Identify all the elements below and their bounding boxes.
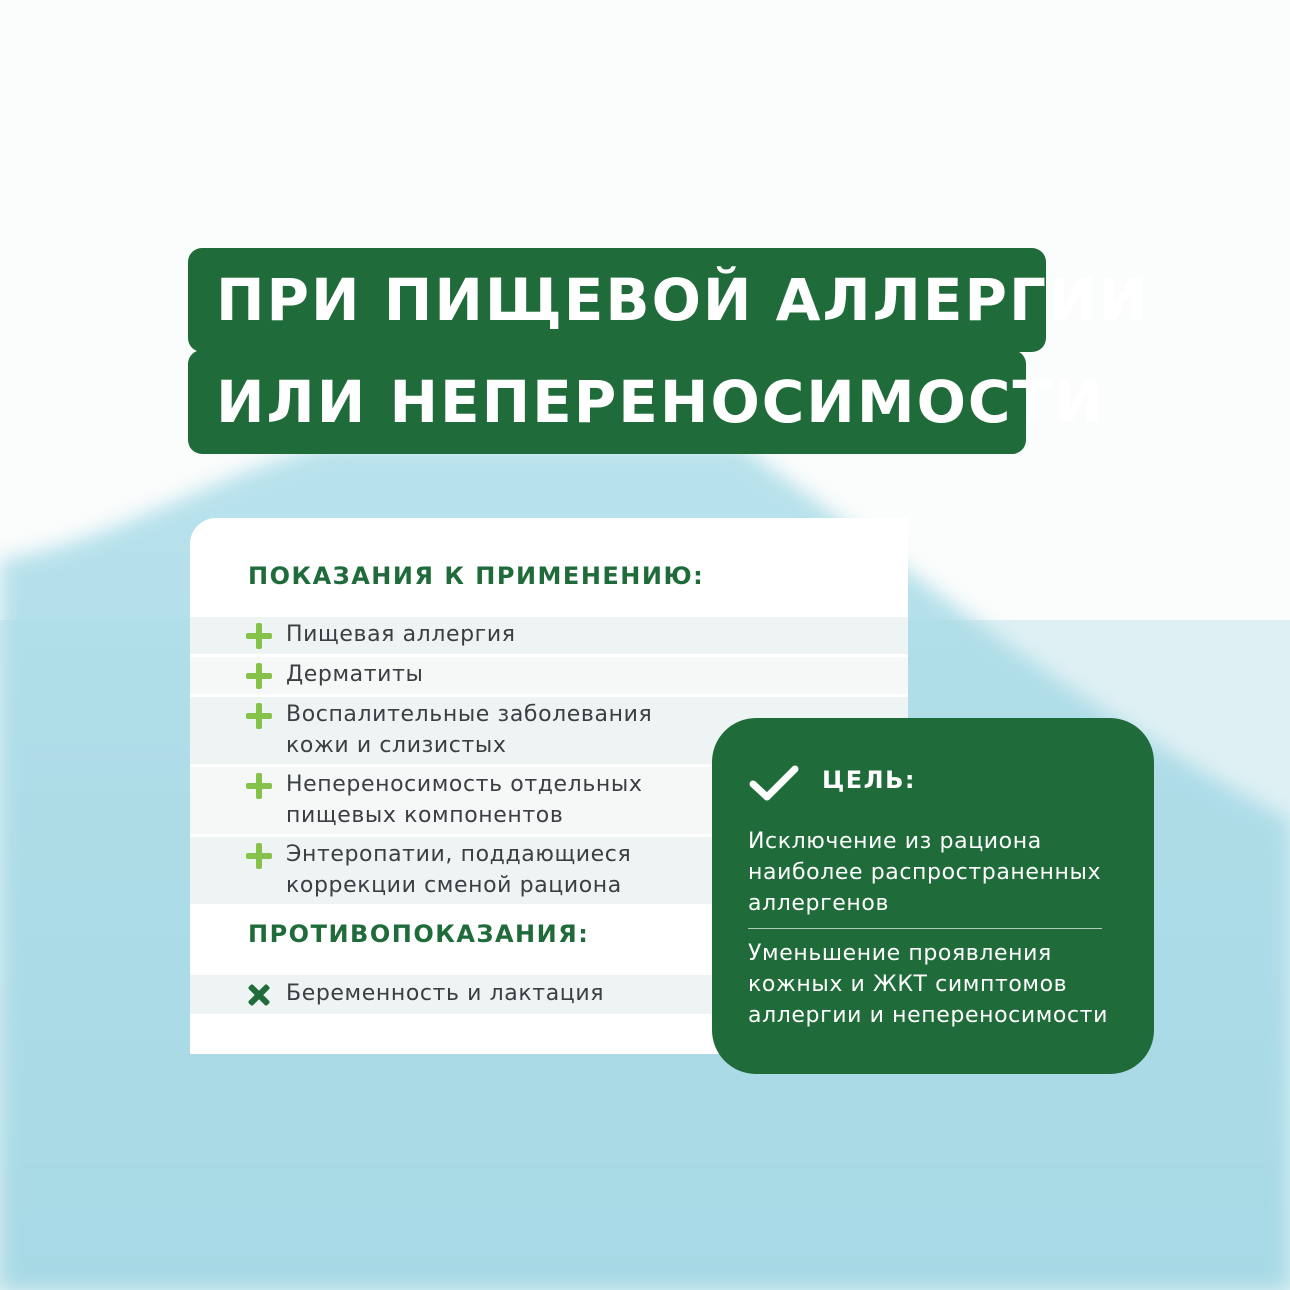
headline-text-2: ИЛИ НЕПЕРЕНОСИМОСТИ [216, 368, 1105, 436]
plus-icon [246, 703, 272, 729]
goal-text-line: Уменьшение проявления [748, 941, 1052, 966]
list-item [190, 656, 908, 694]
goal-text-line: наиболее распространенных [748, 860, 1102, 885]
goal-item [748, 826, 1101, 919]
goal-title: ЦЕЛЬ: [822, 766, 916, 794]
goal-text-line: аллергии и непереносимости [748, 1003, 1108, 1028]
indication-text: Непереносимость отдельных [286, 772, 643, 797]
headline-line-1 [188, 248, 1150, 352]
indication-text: пищевых компонентов [286, 803, 564, 828]
contraindications-title: ПРОТИВОПОКАЗАНИЯ: [248, 920, 590, 948]
contraindication-text: Беременность и лактация [286, 981, 605, 1006]
list-item [190, 616, 908, 654]
indication-text: Дерматиты [286, 662, 424, 687]
indication-text: коррекции сменой рациона [286, 873, 622, 898]
goal-item [748, 938, 1108, 1031]
goal-text-line: кожных и ЖКТ симптомов [748, 972, 1068, 997]
close-icon [248, 984, 270, 1006]
indication-text: Пищевая аллергия [286, 622, 516, 647]
plus-icon [246, 843, 272, 869]
indication-text: кожи и слизистых [286, 733, 507, 758]
goal-text-line: Исключение из рациона [748, 829, 1042, 854]
plus-icon [246, 663, 272, 689]
checkmark-icon [748, 764, 800, 804]
headline-text-1: ПРИ ПИЩЕВОЙ АЛЛЕРГИИ [216, 266, 1150, 334]
headline-line-2 [188, 350, 1105, 454]
goal-card [712, 718, 1154, 1074]
indications-title: ПОКАЗАНИЯ К ПРИМЕНЕНИЮ: [248, 562, 705, 590]
indication-text: Энтеропатии, поддающиеся [286, 842, 632, 867]
plus-icon [246, 623, 272, 649]
plus-icon [246, 773, 272, 799]
goal-text-line: аллергенов [748, 891, 890, 916]
divider [748, 928, 1102, 929]
indication-text: Воспалительные заболевания [286, 702, 653, 727]
